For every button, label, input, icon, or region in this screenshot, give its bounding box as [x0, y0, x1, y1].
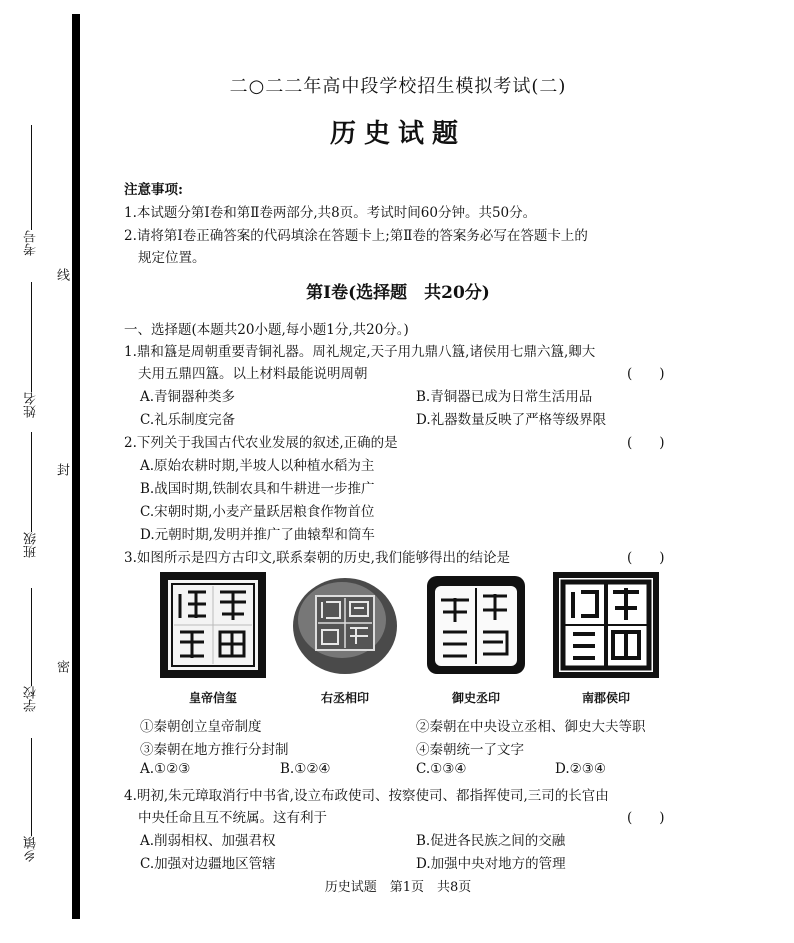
seal-char-close: 密	[54, 660, 69, 673]
class-label: 班级	[24, 532, 39, 558]
q3-option-a: A.①②③	[140, 761, 191, 777]
q3-option-b: B.①②④	[280, 761, 331, 777]
notice-item-1: 1.本试题分第Ⅰ卷和第Ⅱ卷两部分,共8页。考试时间60分钟。共50分。	[124, 205, 537, 221]
name-field	[22, 282, 41, 418]
q1-stem-cont: 夫用五鼎四簋。以上材料最能说明周朝	[138, 366, 368, 382]
q3-answer-paren: ( )	[627, 550, 665, 566]
q3-statement-2: ②秦朝在中央设立丞相、御史大夫等职	[416, 719, 646, 735]
q4-stem: 4.明初,朱元璋取消行中书省,设立布政使司、按察使司、都指挥使司,三司的长官由	[124, 788, 609, 804]
township-line	[31, 738, 32, 836]
seal-image-censor	[421, 570, 531, 680]
q4-option-b: B.促进各民族之间的交融	[416, 833, 566, 849]
q1-option-b: B.青铜器已成为日常生活用品	[416, 389, 593, 405]
q2-stem: 2.下列关于我国古代农业发展的叙述,正确的是	[124, 435, 398, 451]
q3-statement-3: ③秦朝在地方推行分封制	[140, 742, 289, 758]
class-field	[22, 432, 41, 558]
q3-statement-1: ①秦朝创立皇帝制度	[140, 719, 262, 735]
q1-stem: 1.鼎和簋是周朝重要青铜礼器。周礼规定,天子用九鼎八簋,诸侯用七鼎六簋,卿大	[124, 344, 596, 360]
section-intro: 一、选择题(本题共20小题,每小题1分,共20分。)	[124, 322, 409, 338]
q2-answer-paren: ( )	[627, 435, 665, 451]
seal-char-line: 线	[54, 268, 69, 281]
class-line	[31, 432, 32, 532]
exam-title: 二○二二年高中段学校招生模拟考试(二)	[229, 76, 567, 97]
q1-option-a: A.青铜器种类多	[140, 389, 236, 405]
seal-char-seal: 封	[54, 463, 69, 476]
q3-option-d: D.②③④	[555, 761, 606, 777]
school-line	[31, 588, 32, 686]
seal-image-nanjun	[551, 570, 661, 680]
exam-no-line	[31, 125, 32, 230]
subject-title: 历史试题	[329, 119, 466, 149]
notice-title: 注意事项:	[124, 182, 183, 198]
q3-stem: 3.如图所示是四方古印文,联系秦朝的历史,我们能够得出的结论是	[124, 550, 510, 566]
page-footer: 历史试题 第1页 共8页	[324, 880, 472, 895]
notice-item-2-cont: 规定位置。	[138, 250, 206, 266]
q2-option-d: D.元朝时期,发明并推广了曲辕犁和筒车	[140, 527, 375, 543]
binding-bar	[72, 14, 80, 919]
township-label: 乡镇	[24, 836, 39, 862]
q3-statement-4: ④秦朝统一了文字	[416, 742, 524, 758]
name-label: 姓名	[24, 392, 39, 418]
notice-item-2: 2.请将第Ⅰ卷正确答案的代码填涂在答题卡上;第Ⅱ卷的答案务必写在答题卡上的	[124, 228, 588, 244]
seal-caption-2: 右丞相印	[320, 691, 369, 705]
seal-image-right-chancellor	[290, 570, 400, 680]
seal-caption-4: 南郡侯印	[581, 691, 630, 705]
q2-option-c: C.宋朝时期,小麦产量跃居粮食作物首位	[140, 504, 375, 520]
q4-option-c: C.加强对边疆地区管辖	[140, 856, 276, 872]
seal-image-emperor	[158, 570, 268, 680]
q4-answer-paren: ( )	[627, 810, 665, 826]
q1-option-c: C.礼乐制度完备	[140, 412, 236, 428]
q1-option-d: D.礼器数量反映了严格等级界限	[416, 412, 607, 428]
township-field	[22, 738, 41, 862]
q1-answer-paren: ( )	[627, 366, 665, 382]
q4-option-d: D.加强中央对地方的管理	[416, 856, 566, 872]
school-field	[22, 588, 41, 712]
name-line	[31, 282, 32, 392]
seal-caption-3: 御史丞印	[451, 691, 500, 705]
exam-no-field	[22, 125, 41, 256]
exam-no-label: 考号	[24, 230, 39, 256]
seal-caption-1: 皇帝信玺	[188, 691, 237, 705]
q2-option-b: B.战国时期,铁制农具和牛耕进一步推广	[140, 481, 375, 497]
section-title: 第Ⅰ卷(选择题 共20分)	[306, 283, 490, 303]
q3-option-c: C.①③④	[416, 761, 467, 777]
school-label: 学校	[24, 686, 39, 712]
q4-stem-cont: 中央任命且互不统属。这有利于	[138, 810, 327, 826]
q4-option-a: A.削弱相权、加强君权	[140, 833, 276, 849]
q2-option-a: A.原始农耕时期,半坡人以种植水稻为主	[140, 458, 375, 474]
